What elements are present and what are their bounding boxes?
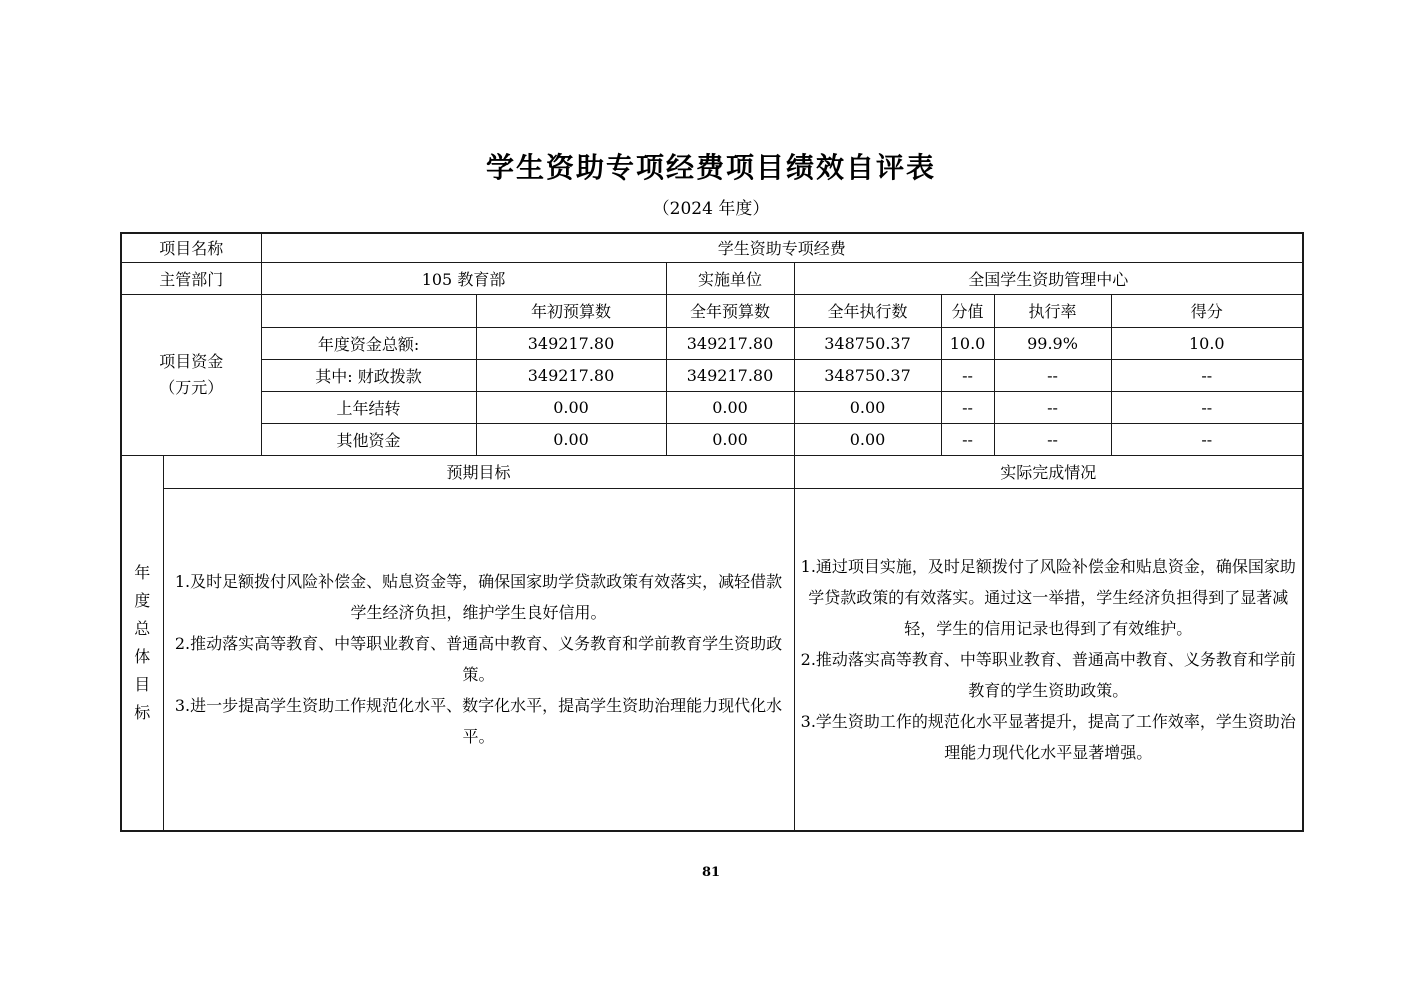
funding-cell: -- bbox=[1111, 391, 1303, 423]
table-row bbox=[121, 359, 1303, 391]
self-evaluation-table bbox=[120, 232, 1304, 832]
page-number: 81 bbox=[701, 865, 721, 880]
expected-goal-item: 1.及时足额拨付风险补偿金、贴息资金等，确保国家助学贷款政策有效落实，减轻借款学生经济负担，维护学生良好信用。 bbox=[174, 572, 783, 623]
department-label: 主管部门 bbox=[121, 262, 261, 294]
funding-cell: 0.00 bbox=[794, 391, 941, 423]
table-row bbox=[121, 423, 1303, 455]
actual-completion-content bbox=[794, 488, 1303, 831]
table-row bbox=[121, 294, 1303, 327]
funding-row-label-total: 年度资金总额: bbox=[261, 327, 476, 359]
funding-cell: 348750.37 bbox=[794, 327, 941, 359]
implement-unit-label: 实施单位 bbox=[666, 262, 794, 294]
funding-cell: 348750.37 bbox=[794, 359, 941, 391]
funding-section-label bbox=[121, 294, 261, 455]
funding-cell: -- bbox=[1111, 359, 1303, 391]
funding-cell: -- bbox=[1111, 423, 1303, 455]
funding-cell: -- bbox=[994, 391, 1111, 423]
table-row bbox=[121, 455, 1303, 488]
actual-completion-item: 2.推动落实高等教育、中等职业教育、普通高中教育、义务教育和学前教育的学生资助政策。 bbox=[800, 649, 1296, 700]
funding-cell: -- bbox=[941, 391, 994, 423]
funding-row-label-other: 其他资金 bbox=[261, 423, 476, 455]
funding-cell: 349217.80 bbox=[666, 359, 794, 391]
funding-section-label-line1: 项目资金 bbox=[159, 351, 224, 371]
table-row bbox=[121, 488, 1303, 831]
funding-cell: 349217.80 bbox=[476, 327, 666, 359]
funding-col-header-annual-execution: 全年执行数 bbox=[794, 294, 941, 327]
expected-goal-header: 预期目标 bbox=[163, 455, 794, 488]
table-row bbox=[121, 391, 1303, 423]
expected-goal-item: 3.进一步提高学生资助工作规范化水平、数字化水平，提高学生资助治理能力现代化水平。 bbox=[174, 696, 783, 747]
funding-row-label-fiscal: 其中: 财政拨款 bbox=[261, 359, 476, 391]
page-subtitle: （2024 年度） bbox=[652, 199, 770, 219]
annual-goal-side-label bbox=[121, 455, 163, 831]
table-row bbox=[121, 327, 1303, 359]
funding-cell: 10.0 bbox=[941, 327, 994, 359]
funding-col-header-initial-budget: 年初预算数 bbox=[476, 294, 666, 327]
funding-cell: 0.00 bbox=[476, 423, 666, 455]
expected-goal-item: 2.推动落实高等教育、中等职业教育、普通高中教育、义务教育和学前教育学生资助政策。 bbox=[174, 634, 783, 685]
table-row bbox=[121, 233, 1303, 262]
actual-completion-item: 1.通过项目实施，及时足额拨付了风险补偿金和贴息资金，确保国家助学贷款政策的有效落实。通过这一举措，学生经济负担得到了显著减轻，学生的信用记录也得到了有效维护。 bbox=[800, 556, 1296, 638]
document-content bbox=[120, 0, 1302, 880]
project-name-value: 学生资助专项经费 bbox=[261, 233, 1303, 262]
funding-col-header-annual-budget: 全年预算数 bbox=[666, 294, 794, 327]
funding-col-header-score-weight: 分值 bbox=[941, 294, 994, 327]
funding-row-label-carryover: 上年结转 bbox=[261, 391, 476, 423]
funding-cell: -- bbox=[994, 423, 1111, 455]
actual-completion-item: 3.学生资助工作的规范化水平显著提升，提高了工作效率，学生资助治理能力现代化水平显著增强。 bbox=[800, 711, 1296, 762]
funding-cell: 99.9% bbox=[994, 327, 1111, 359]
annual-goal-side-label-text: 年度总体目标 bbox=[134, 562, 151, 722]
funding-cell: 0.00 bbox=[476, 391, 666, 423]
expected-goal-content bbox=[163, 488, 794, 831]
project-name-label: 项目名称 bbox=[121, 233, 261, 262]
table-row bbox=[121, 262, 1303, 294]
funding-cell: 10.0 bbox=[1111, 327, 1303, 359]
funding-label-header-blank bbox=[261, 294, 476, 327]
funding-cell: 0.00 bbox=[794, 423, 941, 455]
page-title: 学生资助专项经费项目绩效自评表 bbox=[485, 151, 936, 184]
funding-cell: 0.00 bbox=[666, 423, 794, 455]
funding-cell: 349217.80 bbox=[666, 327, 794, 359]
funding-cell: 0.00 bbox=[666, 391, 794, 423]
funding-section-label-line2: （万元） bbox=[159, 377, 224, 397]
funding-cell: -- bbox=[941, 423, 994, 455]
department-value: 105 教育部 bbox=[261, 262, 666, 294]
funding-col-header-execution-rate: 执行率 bbox=[994, 294, 1111, 327]
implement-unit-value: 全国学生资助管理中心 bbox=[794, 262, 1303, 294]
funding-cell: -- bbox=[941, 359, 994, 391]
funding-cell: -- bbox=[994, 359, 1111, 391]
actual-completion-header: 实际完成情况 bbox=[794, 455, 1303, 488]
funding-col-header-score: 得分 bbox=[1111, 294, 1303, 327]
funding-cell: 349217.80 bbox=[476, 359, 666, 391]
